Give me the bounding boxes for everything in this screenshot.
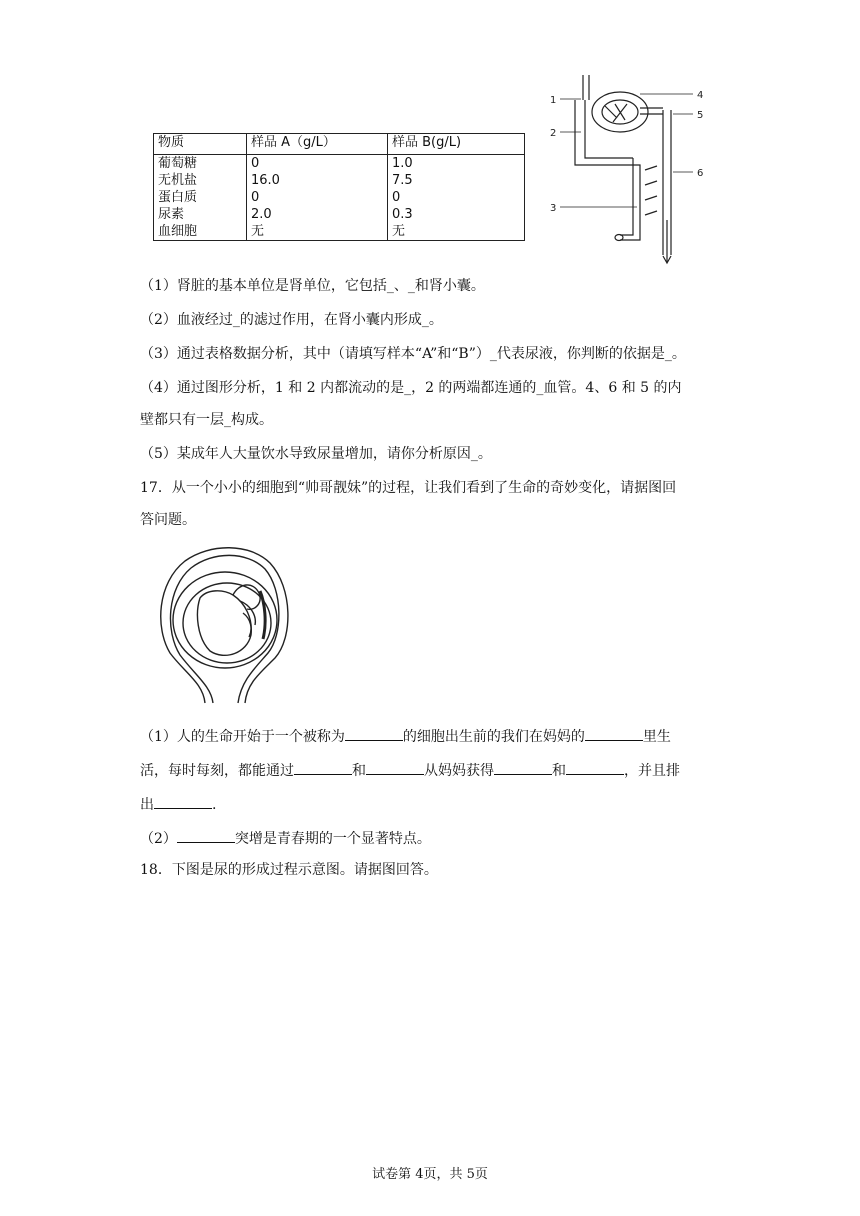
table-cell: 无机盐 <box>158 173 198 188</box>
q16-part1: （1）肾脏的基本单位是肾单位，它包括_、_和肾小囊。 <box>140 278 485 294</box>
table-header: 样品 A（g/L） <box>247 134 388 155</box>
table-cell: 无 <box>392 224 406 239</box>
nephron-diagram <box>545 70 720 265</box>
q16-part2: （2）血液经过_的滤过作用，在肾小囊内形成_。 <box>140 312 443 328</box>
answer-blank[interactable] <box>154 794 212 809</box>
answer-blank[interactable] <box>177 828 235 843</box>
q18-title: 18．下图是尿的形成过程示意图。请据图回答。 <box>140 862 438 878</box>
label-1: 1 <box>550 95 557 106</box>
q17-title: 17．从一个小小的细胞到“帅哥靓妹”的过程，让我们看到了生命的奇妙变化，请据图回 <box>140 480 677 496</box>
table-cell: 血细胞 <box>158 224 198 239</box>
table-cell: 16.0 <box>251 173 280 188</box>
answer-blank[interactable] <box>366 760 424 775</box>
q17-part2 <box>140 828 431 849</box>
table-header: 样品 B(g/L) <box>388 134 525 155</box>
table-cell: 无 <box>251 224 265 239</box>
label-6: 6 <box>697 168 704 179</box>
table-cell: 蛋白质 <box>158 190 198 205</box>
table-cell: 2.0 <box>251 207 272 222</box>
q17-part1-line1 <box>140 726 671 747</box>
label-3: 3 <box>550 203 557 214</box>
q17-text: ，并且排 <box>624 763 680 779</box>
q17-part1-line2 <box>140 760 680 781</box>
q16-part4-cont: 壁都只有一层_构成。 <box>140 412 273 428</box>
q17-text: 的细胞出生前的我们在妈妈的 <box>402 729 585 745</box>
q17-part1-line3 <box>140 794 216 815</box>
q17-text: 突增是青春期的一个显著特点。 <box>234 831 431 847</box>
q16-part5: （5）某成年人大量饮水导致尿量增加，请你分析原因_。 <box>140 446 492 462</box>
q16-part4: （4）通过图形分析，1 和 2 内都流动的是_，2 的两端都连通的_血管。4、6 和 5 的内 <box>140 380 682 396</box>
fetus-diagram <box>155 543 295 708</box>
table-cell: 7.5 <box>392 173 413 188</box>
table-cell: 0 <box>251 190 260 205</box>
q17-text: （1）人的生命开始于一个被称为 <box>140 729 345 745</box>
q17-text: 和 <box>352 763 366 779</box>
q16-part3: （3）通过表格数据分析，其中（请填写样本“A”和“B”）_代表尿液，你判断的依据是_。 <box>140 346 686 362</box>
data-table <box>153 133 525 241</box>
table-header-row <box>154 134 525 155</box>
sample-b-column <box>388 155 525 241</box>
table-cell: 0.3 <box>392 207 413 222</box>
q17-text: 出 <box>140 797 154 813</box>
table-header: 物质 <box>154 134 247 155</box>
table-cell: 0 <box>392 190 401 205</box>
label-4: 4 <box>697 90 704 101</box>
page-footer: 试卷第 4页，共 5页 <box>372 1167 488 1182</box>
sample-a-column <box>247 155 388 241</box>
answer-blank[interactable] <box>566 760 624 775</box>
answer-blank[interactable] <box>585 726 643 741</box>
label-2: 2 <box>550 128 557 139</box>
q17-text: 活，每时每刻，都能通过 <box>140 763 294 779</box>
q17-text: 从妈妈获得 <box>424 763 494 779</box>
answer-blank[interactable] <box>345 726 403 741</box>
q17-title-cont: 答问题。 <box>140 512 196 528</box>
q17-text: 和 <box>552 763 566 779</box>
answer-blank[interactable] <box>294 760 352 775</box>
table-cell: 葡萄糖 <box>158 156 198 171</box>
q17-text: . <box>212 797 217 813</box>
q17-text: （2） <box>140 831 177 847</box>
q17-text: 里生 <box>642 729 671 745</box>
label-5: 5 <box>697 110 704 121</box>
table-body <box>154 155 525 241</box>
table-cell: 尿素 <box>158 207 185 222</box>
table-cell: 1.0 <box>392 156 413 171</box>
answer-blank[interactable] <box>494 760 552 775</box>
substance-column <box>154 155 247 241</box>
table-cell: 0 <box>251 156 260 171</box>
